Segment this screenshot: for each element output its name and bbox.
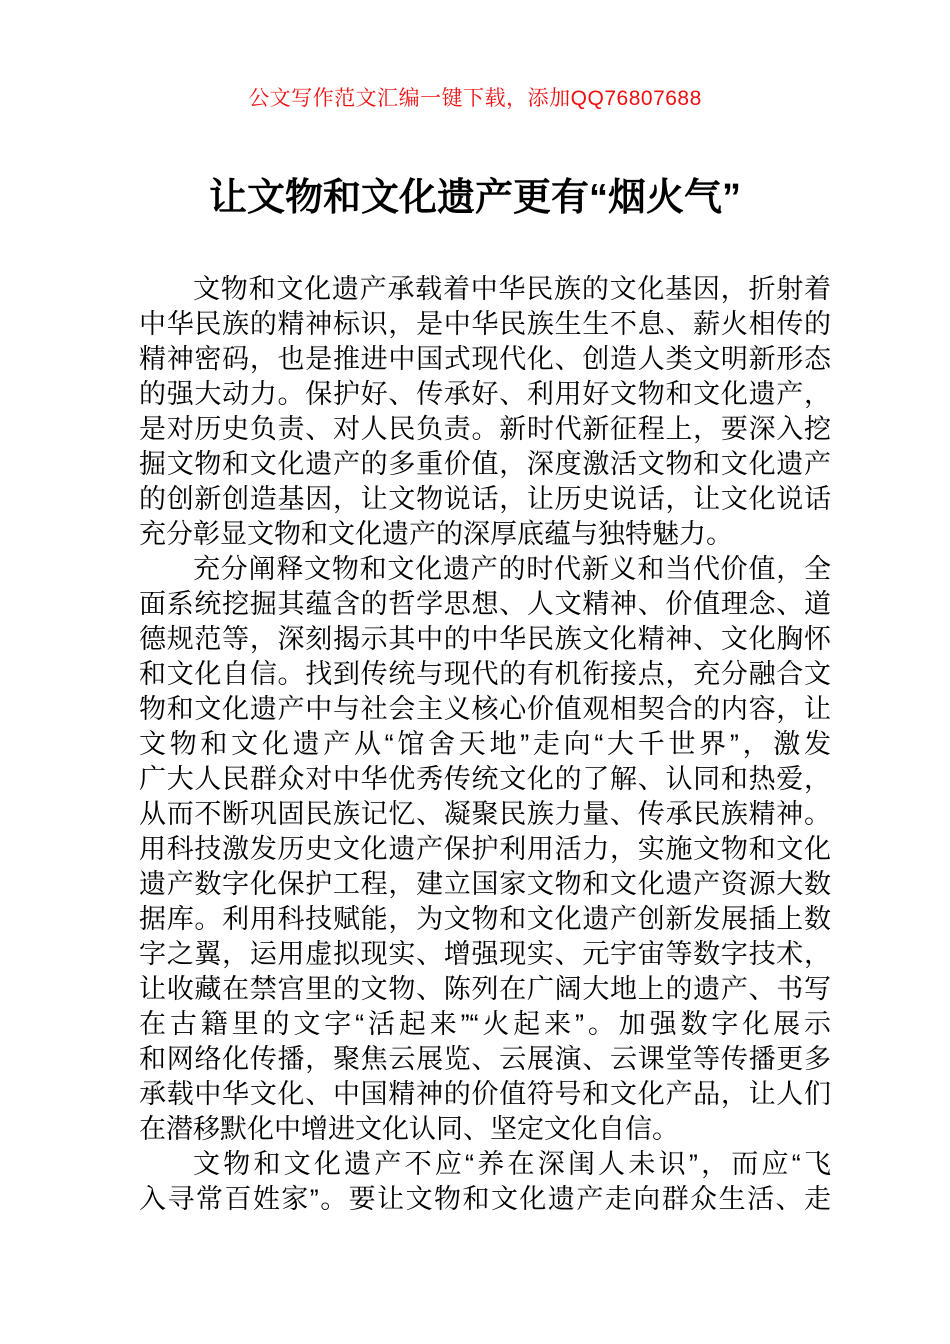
text-line: 文物和文化遗产不应“养在深闺人未识”，而应“飞 xyxy=(193,1149,831,1179)
text-line: 面系统挖掘其蕴含的哲学思想、人文精神、价值理念、道 xyxy=(139,589,831,619)
text-line: 德规范等，深刻揭示其中的中华民族文化精神、文化胸怀 xyxy=(139,624,831,654)
text-line: 是对历史负责、对人民负责。新时代新征程上，要深入挖 xyxy=(139,414,831,444)
text-line: 和文化自信。找到传统与现代的有机衔接点，充分融合文 xyxy=(139,659,831,689)
text-line: 充分彰显文物和文化遗产的深厚底蕴与独特魅力。 xyxy=(139,519,733,549)
text-line: 遗产数字化保护工程，建立国家文物和文化遗产资源大数 xyxy=(139,869,831,899)
text-line: 用科技激发历史文化遗产保护利用活力，实施文物和文化 xyxy=(139,834,831,864)
text-line: 的强大动力。保护好、传承好、利用好文物和文化遗产， xyxy=(139,379,831,409)
text-line: 文物和文化遗产承载着中华民族的文化基因，折射着 xyxy=(193,274,831,304)
text-line: 让收藏在禁宫里的文物、陈列在广阔大地上的遗产、书写 xyxy=(139,974,831,1004)
text-line: 和网络化传播，聚焦云展览、云展演、云课堂等传播更多 xyxy=(139,1044,831,1074)
text-line: 入寻常百姓家”。要让文物和文化遗产走向群众生活、走 xyxy=(139,1184,831,1214)
text-line: 广大人民群众对中华优秀传统文化的了解、认同和热爱， xyxy=(139,764,831,794)
document-title: 让文物和文化遗产更有“烟火气” xyxy=(208,177,741,219)
text-line: 掘文物和文化遗产的多重价值，深度激活文物和文化遗产 xyxy=(139,449,831,479)
text-line: 在潜移默化中增进文化认同、坚定文化自信。 xyxy=(139,1114,679,1144)
text-line: 精神密码，也是推进中国式现代化、创造人类文明新形态 xyxy=(139,344,831,374)
text-line: 充分阐释文物和文化遗产的时代新义和当代价值，全 xyxy=(193,554,831,584)
text-line: 物和文化遗产中与社会主义核心价值观相契合的内容，让 xyxy=(139,694,831,724)
text-line: 中华民族的精神标识，是中华民族生生不息、薪火相传的 xyxy=(139,309,831,339)
text-line: 字之翼，运用虚拟现实、增强现实、元宇宙等数字技术， xyxy=(139,939,831,969)
text-line: 据库。利用科技赋能，为文物和文化遗产创新发展插上数 xyxy=(139,904,831,934)
text-line: 从而不断巩固民族记忆、凝聚民族力量、传承民族精神。 xyxy=(139,799,831,829)
promo-notice: 公文写作范文汇编一键下载，添加QQ76807688 xyxy=(248,87,702,110)
text-line: 文物和文化遗产从“馆舍天地”走向“大千世界”，激发 xyxy=(139,729,831,759)
text-line: 的创新创造基因，让文物说话，让历史说话，让文化说话 xyxy=(139,484,831,514)
document-body xyxy=(139,272,831,1217)
text-line: 承载中华文化、中国精神的价值符号和文化产品，让人们 xyxy=(139,1079,831,1109)
text-line: 在古籍里的文字“活起来”“火起来”。加强数字化展示 xyxy=(139,1009,831,1039)
